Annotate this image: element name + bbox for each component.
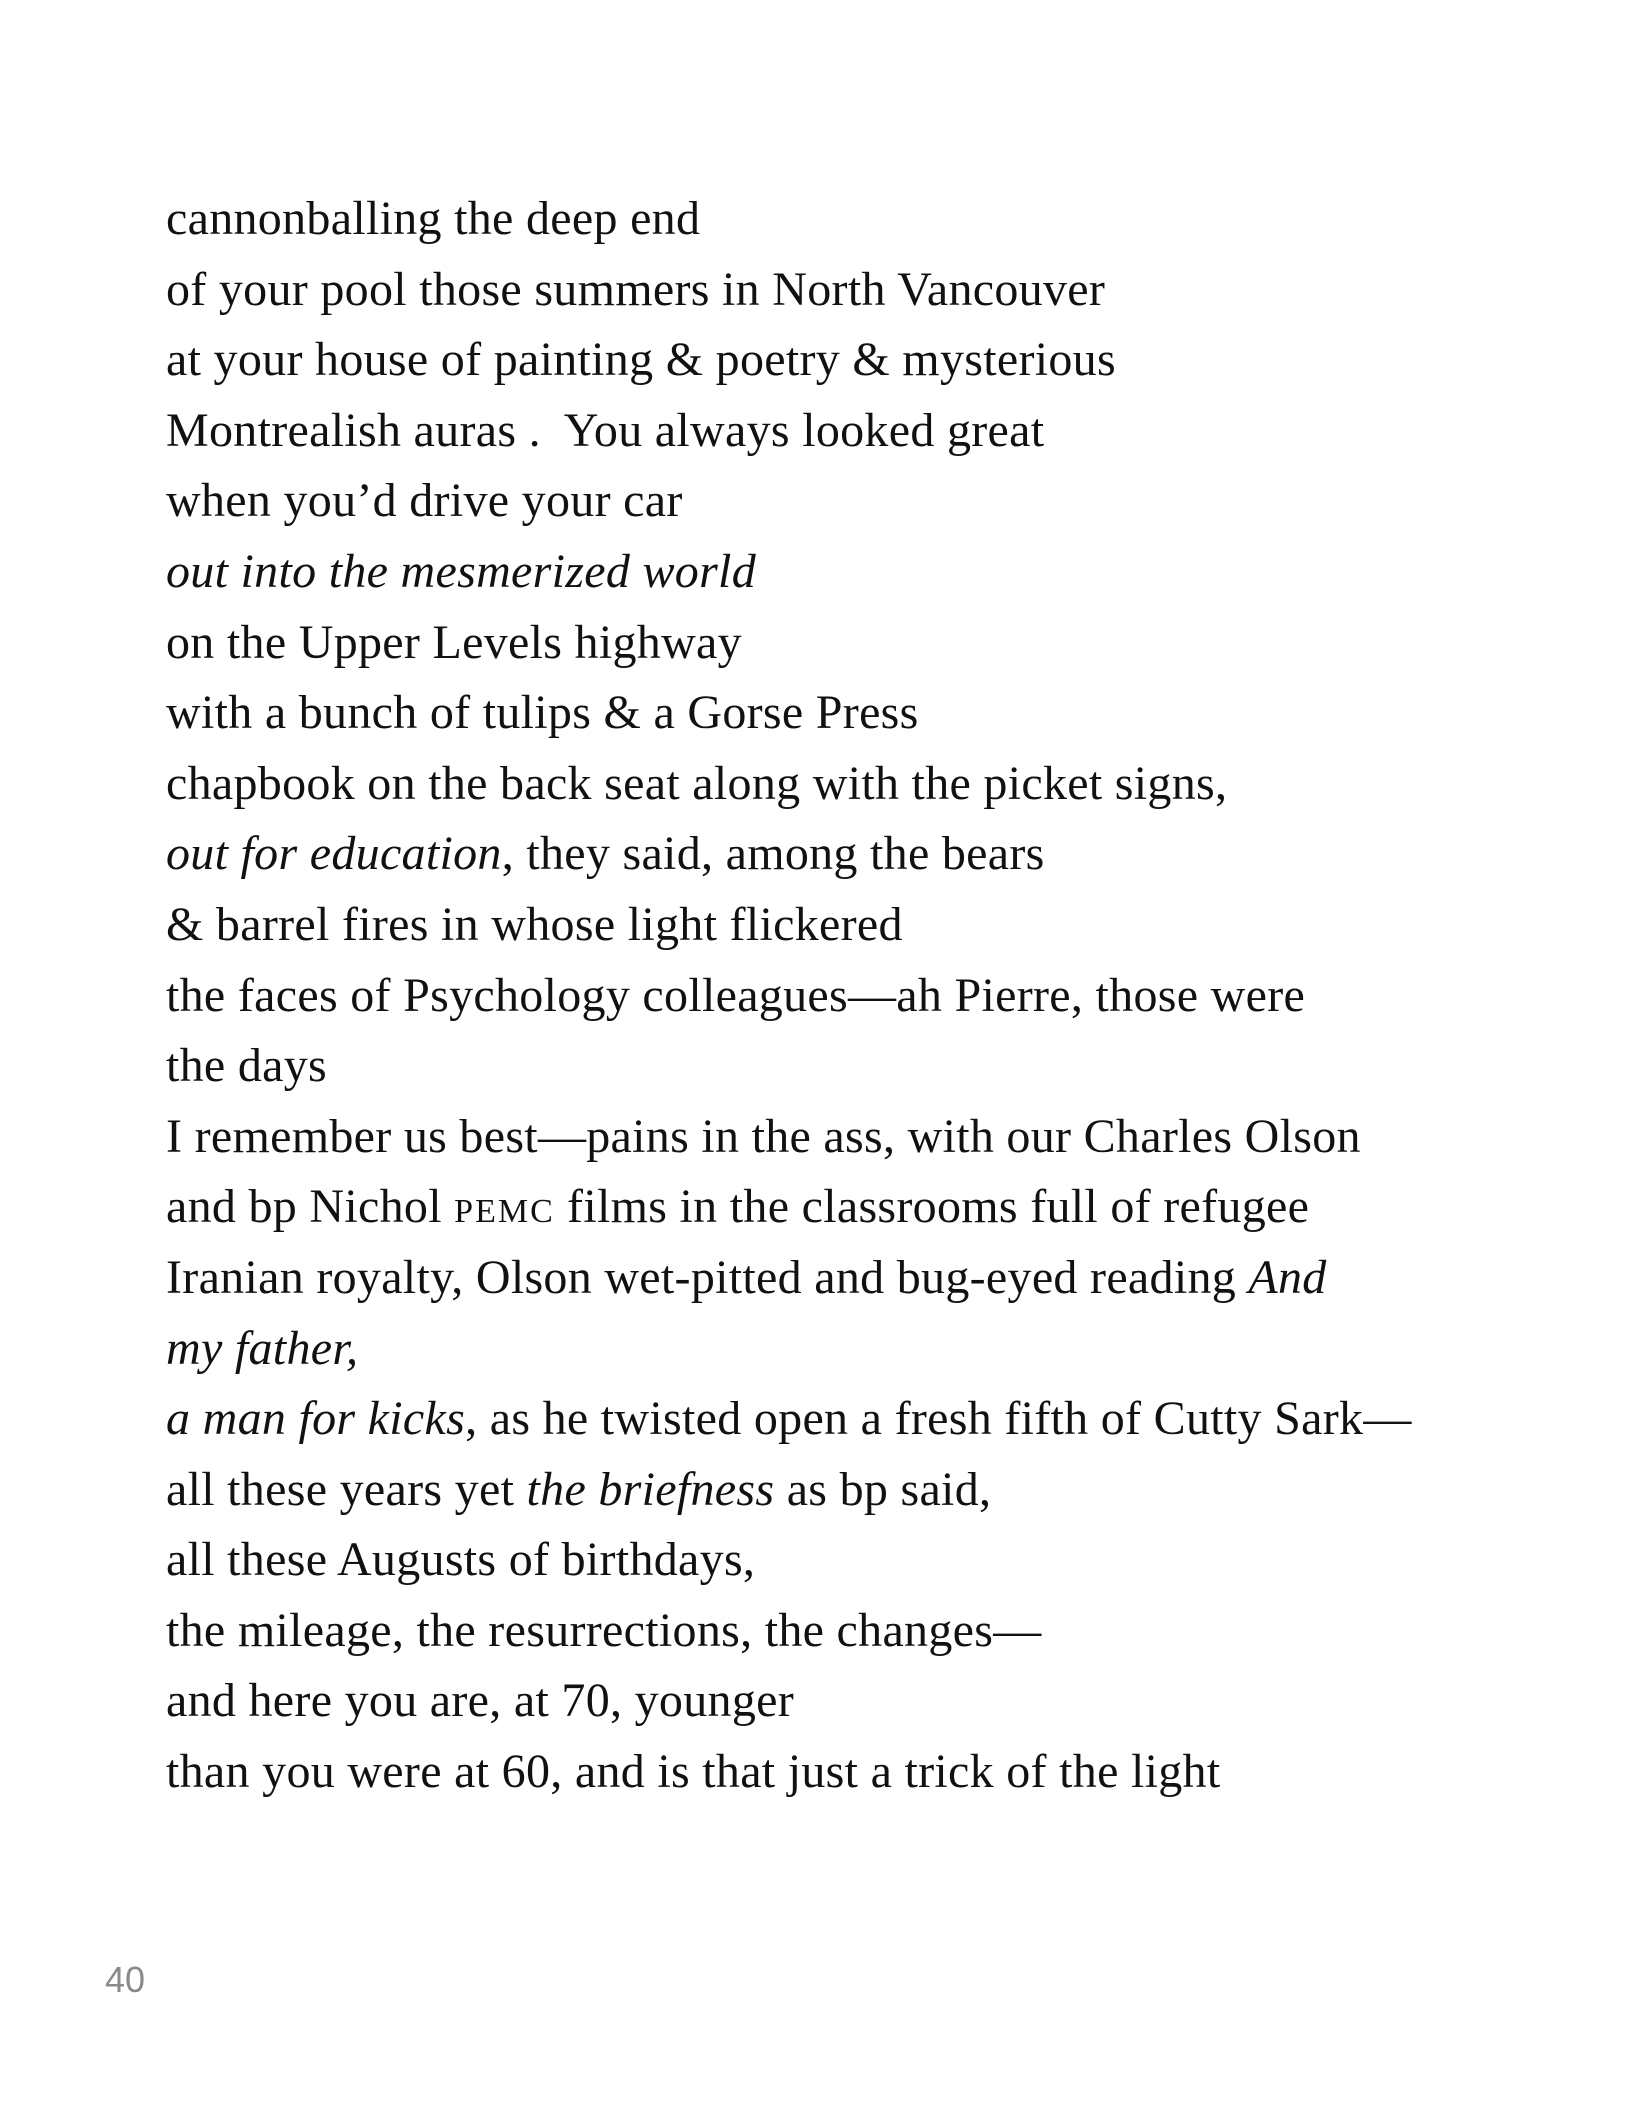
poem-line — [166, 1737, 1566, 1808]
line-text: all these Augusts of birthdays, — [166, 1533, 756, 1587]
line-text: and here you are, at 70, younger — [166, 1674, 795, 1728]
line-text: all these years yet — [166, 1462, 527, 1516]
poem-line — [166, 961, 1566, 1032]
line-text: on the Upper Levels highway — [166, 615, 742, 669]
poem-line — [166, 1172, 1566, 1243]
poem-body — [166, 184, 1566, 1808]
line-text: , as he twisted open a fresh fifth of Cutty Sark— — [465, 1392, 1412, 1446]
line-text: , they said, among the bears — [501, 827, 1045, 881]
line-text: when you’d drive your car — [166, 474, 683, 528]
line-text: chapbook on the back seat along with the picket signs, — [166, 756, 1228, 810]
italic-text: the briefness — [526, 1462, 775, 1516]
line-text: at your house of painting & poetry & mysterious — [166, 333, 1116, 387]
line-text: as bp said, — [774, 1462, 992, 1516]
line-text: with a bunch of tulips & a Gorse Press — [166, 686, 919, 740]
line-text: the faces of Psychology colleagues—ah Pierre, those were — [166, 968, 1306, 1022]
line-text: & barrel fires in whose light flickered — [166, 897, 903, 951]
poem-line — [166, 819, 1566, 890]
line-text: Montrealish auras . You always looked great — [166, 403, 1045, 457]
poem-line — [166, 466, 1566, 537]
poem-line — [166, 1666, 1566, 1737]
poem-line — [166, 1455, 1566, 1526]
poem-line — [166, 1384, 1566, 1455]
poem-line — [166, 749, 1566, 820]
poem-line — [166, 1031, 1566, 1102]
poem-line — [166, 1243, 1566, 1314]
poem-line — [166, 325, 1566, 396]
poem-line — [166, 537, 1566, 608]
line-text: I remember us best—pains in the ass, with our Charles Olson — [166, 1109, 1361, 1163]
italic-text: a man for kicks — [166, 1392, 466, 1446]
line-text: the days — [166, 1039, 328, 1093]
smallcaps-text: pemc — [454, 1180, 555, 1234]
poem-line — [166, 890, 1566, 961]
poem-line — [166, 255, 1566, 326]
line-text: than you were at 60, and is that just a trick of the light — [166, 1745, 1221, 1799]
poem-line — [166, 184, 1566, 255]
line-text: and bp Nichol — [166, 1180, 455, 1234]
italic-text: out into the mesmerized world — [166, 544, 756, 598]
poem-line — [166, 396, 1566, 467]
poem-line — [166, 1314, 1566, 1385]
line-text: cannonballing the deep end — [166, 192, 701, 245]
page-number: 40 — [105, 1959, 146, 2000]
poem-line — [166, 1596, 1566, 1667]
poem-line — [166, 1525, 1566, 1596]
poem-line — [166, 608, 1566, 679]
line-text: Iranian royalty, Olson wet-pitted and bug-eyed reading — [166, 1250, 1249, 1304]
poem-line — [166, 1102, 1566, 1173]
italic-text: my father, — [166, 1321, 359, 1375]
line-text: the mileage, the resurrections, the changes— — [166, 1603, 1042, 1657]
italic-text: And — [1248, 1250, 1327, 1304]
line-text: films in the classrooms full of refugee — [554, 1180, 1310, 1234]
italic-text: out for education — [166, 827, 502, 881]
poem-line — [166, 678, 1566, 749]
line-text: of your pool those summers in North Vancouver — [166, 262, 1106, 316]
